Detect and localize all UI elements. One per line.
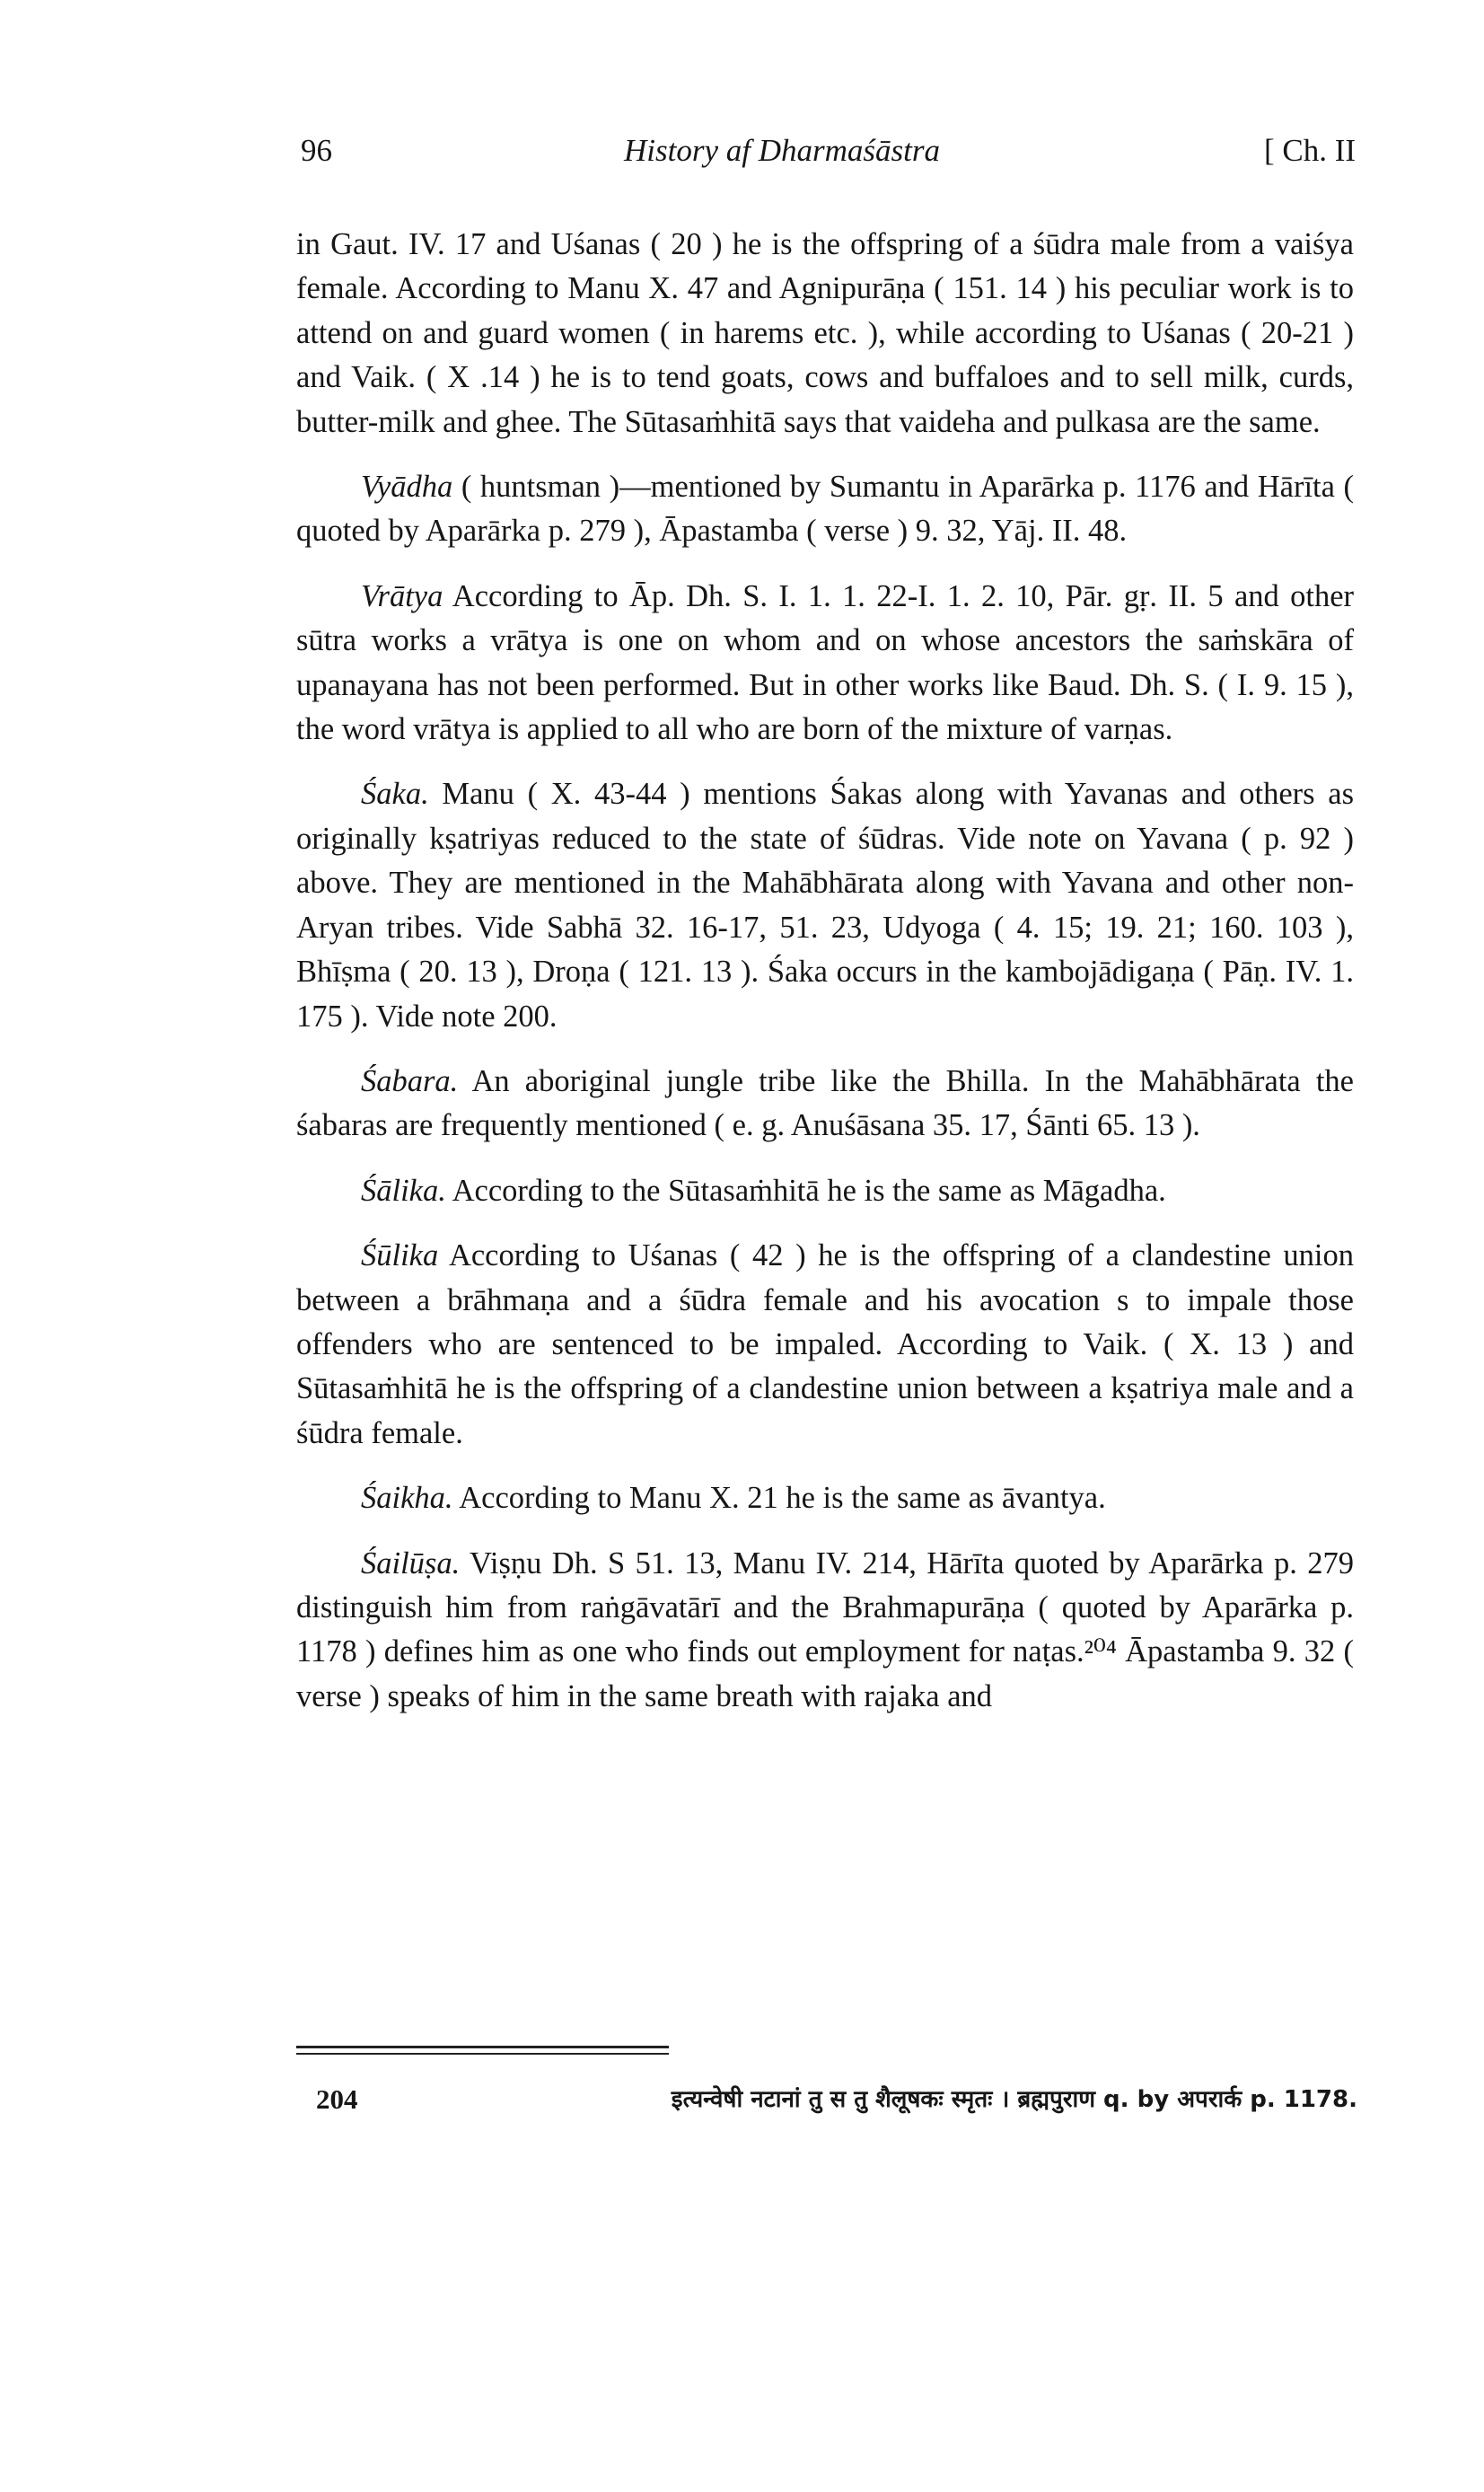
footnote [316, 2082, 1357, 2118]
footnote-number: 204 [316, 2083, 358, 2115]
entry-sulika [296, 1234, 1354, 1456]
entry-headword: Vyādha [361, 470, 453, 505]
entry-headword: Vrātya [361, 578, 443, 613]
entry-text: According to Āp. Dh. S. I. 1. 1. 22-I. 1. 2. 10, Pār. gṛ. II. 5 and other sūtra works a vrātya is one on whom and on whose ancestors the saṁskāra of upanayana has not been performed. But in other works like Baud. Dh. S. ( I. 9. 15 ), the word vrātya is applied to all who are born of the mixture of varṇas. [296, 578, 1354, 747]
paragraph-text: in Gaut. IV. 17 and Uśanas ( 20 ) he is the offspring of a śūdra male from a vaiśya female. According to Manu X. 47 and Agnipurāṇa ( 151. 14 ) his peculiar work is to attend on and guard women ( in harems etc. ), while according to Uśanas ( 20-21 ) and Vaik. ( X .14 ) he is to tend goats, cows and buffaloes and to sell milk, curds, butter-milk and ghee. The Sūtasaṁhitā says that vaideha and pulkasa are the same. [296, 227, 1354, 439]
footnote-rule-secondary [296, 2053, 669, 2055]
running-header [301, 133, 1356, 178]
entry-text: ( huntsman )—mentioned by Sumantu in Aparārka p. 1176 and Hārīta ( quoted by Aparārka p. 279 ), Āpastamba ( verse ) 9. 32, Yāj. II. 48. [296, 470, 1355, 549]
entry-headword: Śabara. [361, 1063, 459, 1098]
entry-text: According to Manu X. 21 he is the same as āvantya. [459, 1481, 1106, 1516]
entry-headword: Śūlika [361, 1238, 439, 1273]
entry-headword: Śālika. [361, 1173, 446, 1208]
entry-saikha [296, 1476, 1354, 1520]
page-number: 96 [301, 133, 332, 168]
chapter-label: [ Ch. II [1263, 133, 1356, 168]
paragraph-continuation [296, 223, 1354, 445]
entry-headword: Śailūṣa. [361, 1545, 461, 1581]
entry-sabara [296, 1060, 1354, 1149]
entry-headword: Śaka. [361, 777, 429, 812]
entry-vyadha [296, 465, 1354, 554]
body-text [296, 223, 1354, 1739]
entry-text: Manu ( X. 43-44 ) mentions Śakas along with Yavanas and others as originally kṣatriyas reduced to the state of śūdras. Vide note on Yavana ( p. 92 ) above. They are mentioned in the Mahābhārata along with Yavana and other non-Aryan tribes. Vide Sabhā 32. 16-17, 51. 23, Udyoga ( 4. 15; 19. 21; 160. 103 ), Bhīṣma ( 20. 13 ), Droṇa ( 121. 13 ). Śaka occurs in the kambojādigaṇa ( Pāṇ. IV. 1. 175 ). Vide note 200. [296, 777, 1354, 1034]
entry-saka [296, 772, 1354, 1038]
running-title: History af Dharmaśāstra [624, 133, 940, 168]
footnote-text: इत्यन्वेषी नटानां तु स तु शैलूषकः स्मृतः । ब्रह्मपुराण q. by अपरार्क p. 1178. [671, 2086, 1357, 2113]
entry-headword: Śaikha. [361, 1481, 453, 1516]
entry-salika [296, 1169, 1354, 1213]
entry-text: According to Uśanas ( 42 ) he is the offspring of a clandestine union between a brāhmaṇa and a śūdra female and his avocation s to impale those offenders who are sentenced to be impaled. According to Vaik. ( X. 13 ) and Sūtasaṁhitā he is the offspring of a clandestine union between a kṣatriya male and a śūdra female. [296, 1238, 1354, 1450]
entry-text: Viṣṇu Dh. S 51. 13, Manu IV. 214, Hārīta quoted by Aparārka p. 279 distinguish him from raṅgāvatārī and the Brahmapurāṇa ( quoted by Aparārka p. 1178 ) defines him as one who finds out employment for naṭas.²⁰⁴ Āpastamba 9. 32 ( verse ) speaks of him in the same breath with rajaka and [296, 1545, 1354, 1713]
entry-vratya [296, 575, 1354, 753]
entry-text: An aboriginal jungle tribe like the Bhilla. In the Mahābhārata the śabaras are frequently mentioned ( e. g. Anuśāsana 35. 17, Śānti 65. 13 ). [296, 1063, 1354, 1143]
entry-sailusa [296, 1542, 1354, 1720]
entry-text: According to the Sūtasaṁhitā he is the same as Māgadha. [452, 1173, 1166, 1208]
footnote-rule [296, 2046, 669, 2048]
